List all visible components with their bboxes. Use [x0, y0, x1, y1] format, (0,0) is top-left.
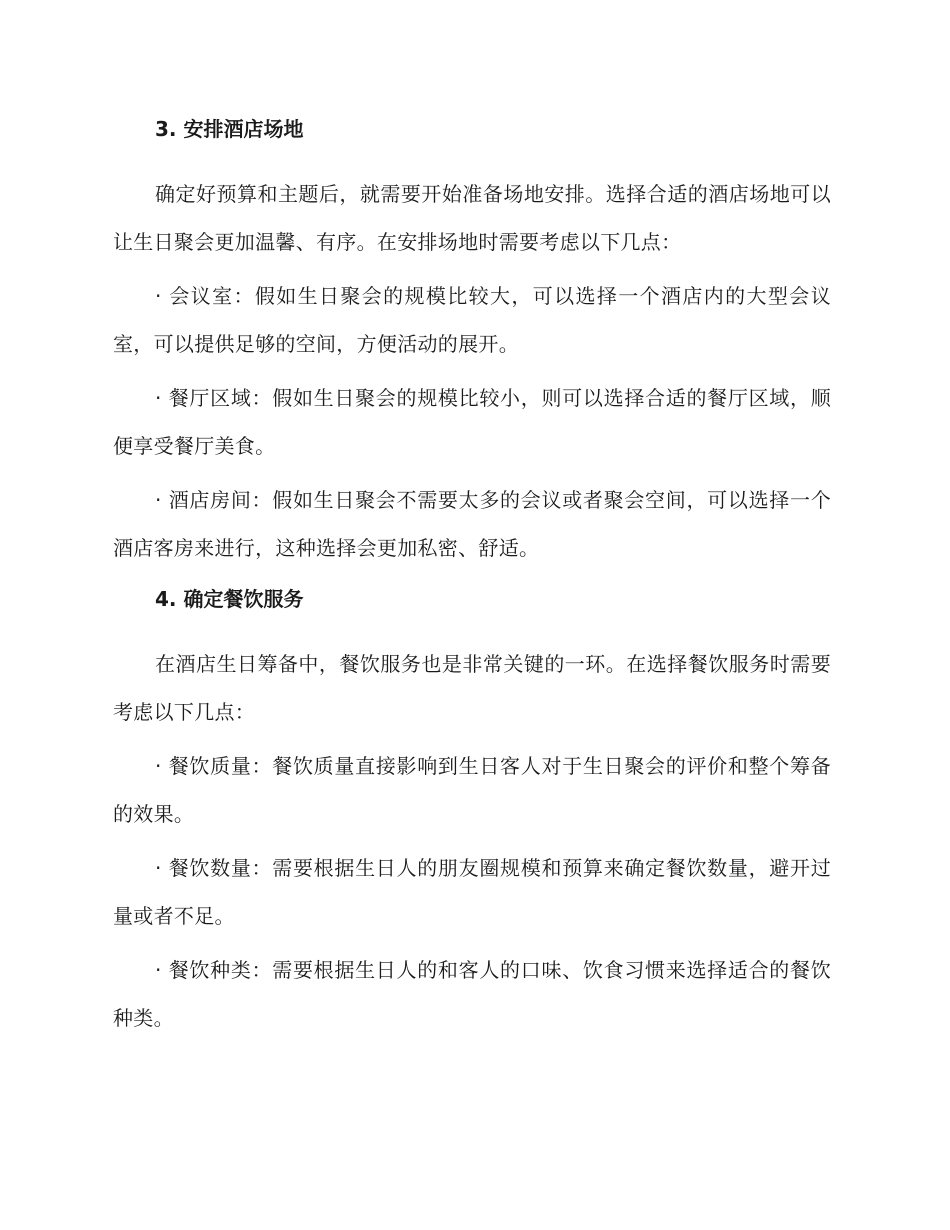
- section-heading-catering: 4. 确定餐饮服务: [155, 587, 304, 611]
- bullet-catering-quantity: · 餐饮数量：需要根据生日人的朋友圈规模和预算来确定餐饮数量，避开过量或者不足。: [113, 856, 831, 928]
- section-intro-catering: 在酒店生日筹备中，餐饮服务也是非常关键的一环。在选择餐饮服务时需要考虑以下几点：: [113, 652, 831, 724]
- bullet-catering-quality: · 餐饮质量：餐饮质量直接影响到生日客人对于生日聚会的评价和整个筹备的效果。: [113, 754, 831, 826]
- section-heading-venue: 3. 安排酒店场地: [155, 117, 304, 141]
- section-intro-venue: 确定好预算和主题后，就需要开始准备场地安排。选择合适的酒店场地可以让生日聚会更加温馨、有序。在安排场地时需要考虑以下几点：: [113, 182, 831, 254]
- bullet-catering-variety: · 餐饮种类：需要根据生日人的和客人的口味、饮食习惯来选择适合的餐饮种类。: [113, 958, 831, 1030]
- bullet-hotel-room: · 酒店房间：假如生日聚会不需要太多的会议或者聚会空间，可以选择一个酒店客房来进行，这种选择会更加私密、舒适。: [113, 488, 831, 560]
- bullet-restaurant-area: · 餐厅区域：假如生日聚会的规模比较小，则可以选择合适的餐厅区域，顺便享受餐厅美食。: [113, 386, 831, 458]
- document-body: [113, 114, 831, 1048]
- bullet-meeting-room: · 会议室：假如生日聚会的规模比较大，可以选择一个酒店内的大型会议室，可以提供足够的空间，方便活动的展开。: [113, 284, 831, 356]
